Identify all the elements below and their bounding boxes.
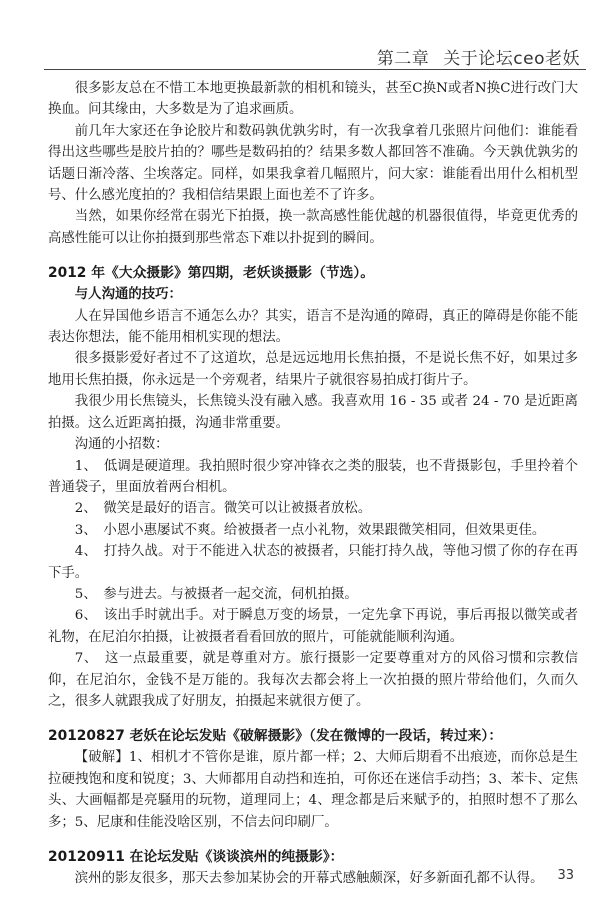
chapter-title: 关于论坛ceo老妖 — [443, 49, 580, 69]
section-heading-1: 2012 年《大众摄影》第四期，老妖谈摄影（节选）。 — [48, 265, 375, 282]
intro-paragraph-2: 前几年大家还在争论胶片和数码孰优孰劣时，有一次我拿着几张照片问他们：谁能看得出这些哪些是胶片拍的？哪些是数码拍的？结果多数人都回答不准确。今天孰优孰劣的话题日渐冷落、尘埃落定。同样，如果我拿着几幅照片，问大家：谁能看出用什么相机型号、什么感光度拍的？我相信结果跟上面也差不了许多。 — [48, 123, 578, 204]
section-heading-3: 20120911 在论坛发贴《谈谈滨州的纯摄影》： — [48, 849, 344, 865]
header-rule — [44, 69, 586, 70]
tip-item-2: 2、 微笑是最好的语言。微笑可以让被摄者放松。 — [74, 501, 372, 517]
tip-item-3: 3、 小恩小惠屡试不爽。给被摄者一点小礼物，效果跟微笑相同，但效果更佳。 — [74, 522, 546, 538]
section2-paragraph: 【破解】1、相机才不管你是谁，原片都一样；2、大师后期看不出痕迹，而你总是生拉硬拽饱和度和锐度；3、大师都用自动挡和连拍，可你还在迷信手动挡；3、苯卡、定焦头、大画幅都是亮騒用的玩物，道理同上；4、理念都是后来赋予的，拍照时想不了那么多；5、尼康和佳能没啥区别，不信去问印刷厂。 — [48, 750, 578, 830]
intro-paragraph-1: 很多影友总在不惜工本地更换最新款的相机和镜头，甚至C换N或者N换C进行改门大换血。问其缘由，大多数是为了追求画质。 — [48, 81, 578, 118]
section-subheading: 与人沟通的技巧： — [74, 286, 182, 303]
tip-item-1: 1、 低调是硬道理。我拍照时很少穿冲锋衣之类的服装，也不背摄影包，手里拎着个普通袋子，里面放着两台相机。 — [48, 458, 578, 495]
section1-paragraph-3: 我很少用长焦镜头，长焦镜头没有融入感。我喜欢用 16 - 35 或者 24 - 70 是近距离拍摄。这么近距离拍摄，沟通非常重要。 — [48, 394, 578, 431]
page-body — [48, 78, 578, 889]
intro-paragraph-3: 当然，如果你经常在弱光下拍摄，换一款高感性能优越的机器很值得，毕竟更优秀的高感性能可以让你拍摄到那些常态下难以扑捉到的瞬间。 — [48, 209, 578, 246]
tip-item-5: 5、 参与进去。与被摄者一起交流，伺机拍摄。 — [74, 586, 358, 602]
chapter-number: 第二章 — [376, 49, 430, 69]
section1-paragraph-1: 人在异国他乡语言不通怎么办？其实，语言不是沟通的障碍，真正的障碍是你能不能表达你想法，能不能用相机实现的想法。 — [48, 308, 578, 346]
tips-title: 沟通的小招数： — [74, 437, 169, 453]
section-heading-2: 20120827 老妖在论坛发贴《破解摄影》（发在微博的一段话，转过来）： — [48, 728, 503, 745]
chapter-header — [377, 44, 580, 69]
tip-item-7: 7、 这一点最重要，就是尊重对方。旅行摄影一定要尊重对方的风俗习惯和宗教信仰，在尼泊尔，金钱不是万能的。我每次去都会将上一次拍摄的照片带给他们，久而久之，很多人就跟我成了好朋友，拍摄起来就很方便了。 — [48, 651, 578, 709]
section3-paragraph: 滨州的影友很多，那天去参加某协会的开幕式感触颇深，好多新面孔都不认得。 — [74, 871, 544, 886]
tip-item-4: 4、 打持久战。对于不能进入状态的被摄者，只能打持久战，等他习惯了你的存在再下手。 — [48, 544, 578, 581]
tip-item-6: 6、 该出手时就出手。对于瞬息万变的场景，一定先拿下再说，事后再报以微笑或者礼物，在尼泊尔拍摄，让被摄者看看回放的照片，可能就能顺利沟通。 — [48, 608, 578, 645]
section1-paragraph-2: 很多摄影爱好者过不了这道坎，总是远远地用长焦拍摄，不是说长焦不好，如果过多地用长焦拍摄，你永远是一个旁观者，结果片子就很容易拍成打街片子。 — [48, 351, 578, 388]
page-number: 33 — [557, 868, 574, 883]
